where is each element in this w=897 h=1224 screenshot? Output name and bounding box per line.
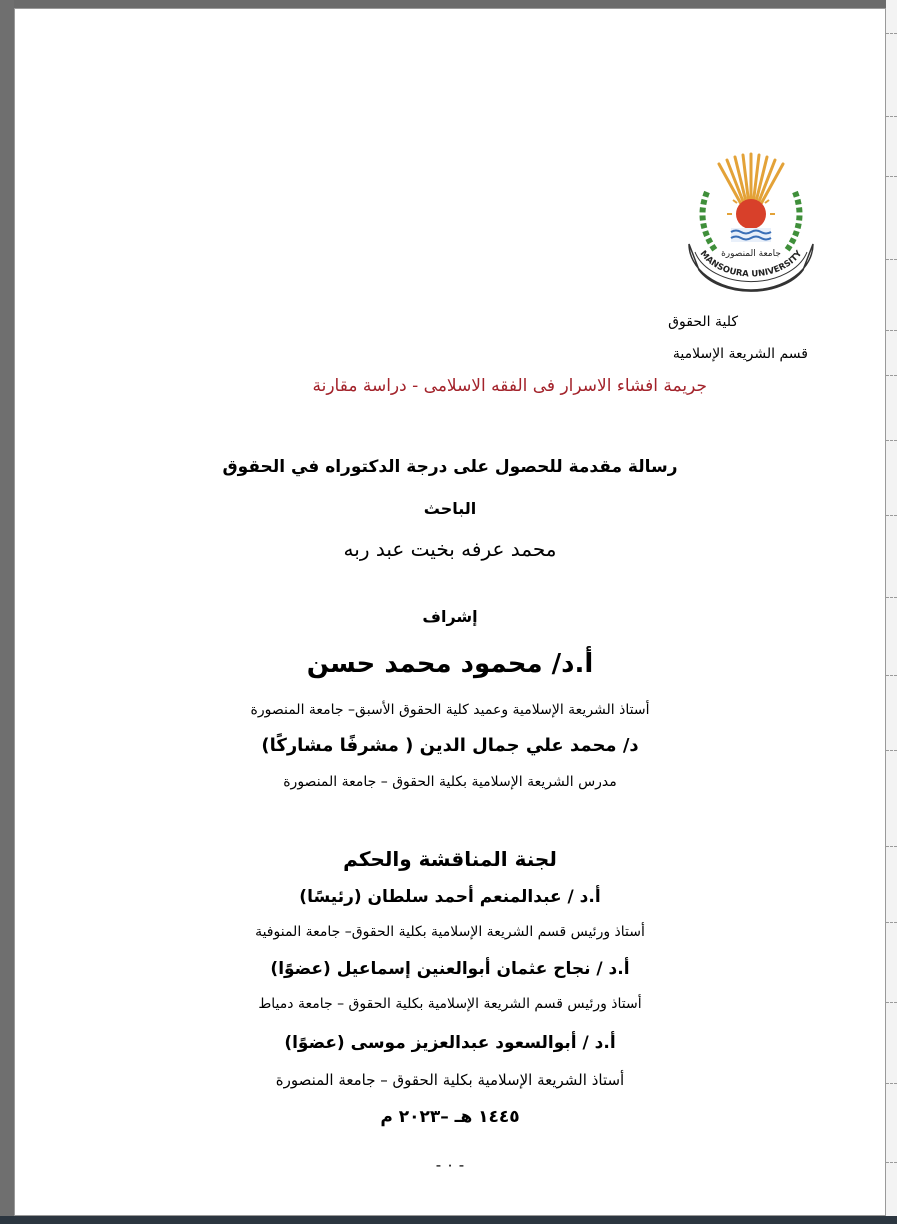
committee-member-name: أ.د / عبدالمنعم أحمد سلطان (رئيسًا) <box>299 887 601 907</box>
main-supervisor: أ.د/ محمود محمد حسن <box>306 649 594 679</box>
right-margin-ruler <box>886 0 897 1224</box>
co-supervisor: د/ محمد علي جمال الدين ( مشرفًا مشاركًا) <box>261 735 639 756</box>
mansoura-university-logo <box>681 152 821 312</box>
committee-member-name: أ.د / نجاح عثمان أبوالعنين إسماعيل (عضوًا) <box>270 959 630 979</box>
co-supervisor-title: مدرس الشريعة الإسلامية بكلية الحقوق – جامعة المنصورة <box>283 774 617 790</box>
committee-label: لجنة المناقشة والحكم <box>343 847 557 871</box>
thesis-date: ١٤٤٥ هـ –٢٠٢٣ م <box>380 1107 520 1127</box>
logo-arabic-text: جامعة المنصورة <box>721 249 781 259</box>
committee-member-name: أ.د / أبوالسعود عبدالعزيز موسى (عضوًا) <box>284 1033 616 1053</box>
researcher-label: الباحث <box>423 499 477 518</box>
committee-member-title: أستاذ ورئيس قسم الشريعة الإسلامية بكلية الحقوق – جامعة دمياط <box>258 996 642 1012</box>
document-page <box>14 8 886 1216</box>
faculty-name: كلية الحقوق <box>668 314 738 330</box>
window-bottom-bar <box>0 1216 897 1224</box>
page-number: - ٠ - <box>435 1156 465 1174</box>
logo-english-text: MANSOURA UNIVERSITY <box>697 248 805 280</box>
main-supervisor-title: أستاذ الشريعة الإسلامية وعميد كلية الحقوق الأسبق– جامعة المنصورة <box>250 702 650 718</box>
degree-line: رسالة مقدمة للحصول على درجة الدكتوراه في الحقوق <box>222 457 678 477</box>
researcher-name: محمد عرفه بخيت عبد ربه <box>343 537 557 561</box>
committee-member-title: أستاذ ورئيس قسم الشريعة الإسلامية بكلية الحقوق– جامعة المنوفية <box>255 924 645 940</box>
department-name: قسم الشريعة الإسلامية <box>672 346 808 362</box>
committee-member-title: أستاذ الشريعة الإسلامية بكلية الحقوق – جامعة المنصورة <box>275 1071 625 1089</box>
window-left-border <box>0 0 14 1224</box>
supervision-label: إشراف <box>422 607 478 626</box>
thesis-title: جريمة افشاء الاسرار فى الفقه الاسلامى - دراسة مقارنة <box>312 376 707 396</box>
